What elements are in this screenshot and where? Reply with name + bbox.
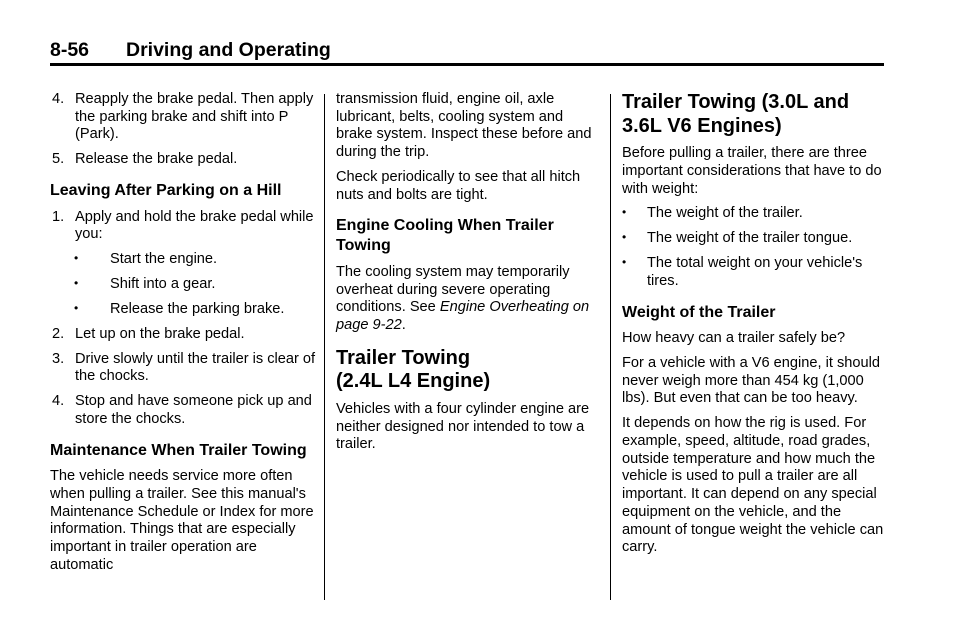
list-item: 3. Drive slowly until the trailer is clear of the chocks. xyxy=(52,350,316,385)
heading-trailer-towing-v6: Trailer Towing (3.0L and 3.6L V6 Engines) xyxy=(622,91,850,137)
subheading-engine-cooling: Engine Cooling When Trailer Towing xyxy=(336,217,554,255)
subheading-leaving-hill: Leaving After Parking on a Hill xyxy=(50,182,282,199)
bullet-icon: • xyxy=(74,275,79,290)
heading-trailer-towing-l4: Trailer Towing (2.4L L4 Engine) xyxy=(336,346,491,393)
bullet-item: • The total weight on your vehicle's tires. xyxy=(622,255,863,289)
bullet-item: • Release the parking brake. xyxy=(74,300,285,317)
paragraph: Before pulling a trailer, there are three important considerations that have to do with weight: xyxy=(622,145,882,197)
subheading-maintenance: Maintenance When Trailer Towing xyxy=(50,441,307,459)
subheading-weight-of-trailer: Weight of the Trailer xyxy=(622,303,776,321)
page-header xyxy=(50,38,884,62)
bullet-item: • Shift into a gear. xyxy=(74,275,216,292)
paragraph: Check periodically to see that all hitch nuts and bolts are tight. xyxy=(336,169,581,203)
bullet-icon: • xyxy=(622,255,627,270)
column-divider-2 xyxy=(610,94,611,600)
list-item: 4. Reapply the brake pedal. Then apply the parking brake and shift into P (Park). xyxy=(52,91,314,143)
paragraph: How heavy can a trailer safely be? xyxy=(622,330,846,347)
paragraph: Vehicles with a four cylinder engine are neither designed nor intended to tow a trailer. xyxy=(336,400,590,453)
list-item: 4. Stop and have someone pick up and store the chocks. xyxy=(52,393,312,427)
list-item: 5. Release the brake pedal. xyxy=(52,151,238,168)
header-rule xyxy=(50,63,884,66)
column-divider-1 xyxy=(324,94,325,600)
list-item: 2. Let up on the brake pedal. xyxy=(52,325,245,342)
paragraph: For a vehicle with a V6 engine, it should never weigh more than 454 kg (1,000 lbs). But even that can be too heavy. xyxy=(622,355,880,407)
column-3 xyxy=(622,91,888,564)
bullet-icon: • xyxy=(622,205,627,220)
cross-reference-link[interactable]: Engine Overheating on page 9‑22 xyxy=(336,299,590,334)
page-number: 8-56 xyxy=(50,39,90,61)
section-title: Driving and Operating xyxy=(126,39,331,61)
list-item: 1. Apply and hold the brake pedal while you: xyxy=(52,208,314,243)
bullet-item: • Start the engine. xyxy=(74,251,218,268)
bullet-icon: • xyxy=(74,300,79,315)
column-2 xyxy=(336,91,602,461)
paragraph: It depends on how the rig is used. For example, speed, altitude, road grades, outside temperature and how much the vehicle is used to pull a trailer are all important. It can depend on any special equipment on the vehicle, and the amount of tongue weight the vehicle can carry. xyxy=(622,415,884,556)
bullet-icon: • xyxy=(622,230,627,245)
bullet-item: • The weight of the trailer tongue. xyxy=(622,230,853,247)
bullet-icon: • xyxy=(74,251,79,266)
paragraph: The vehicle needs service more often when pulling a trailer. See this manual's Maintenance Schedule or Index for more information. Things that are especially important in trailer operation are automatic xyxy=(50,468,314,573)
column-1 xyxy=(50,91,318,582)
paragraph: The cooling system may temporarily overheat during severe operating conditions. See Engine Overheating on page 9‑22. xyxy=(336,263,590,334)
bullet-item: • The weight of the trailer. xyxy=(622,205,803,222)
paragraph: transmission fluid, engine oil, axle lubricant, belts, cooling system and brake system. Inspect these before and during the trip. xyxy=(336,91,592,161)
